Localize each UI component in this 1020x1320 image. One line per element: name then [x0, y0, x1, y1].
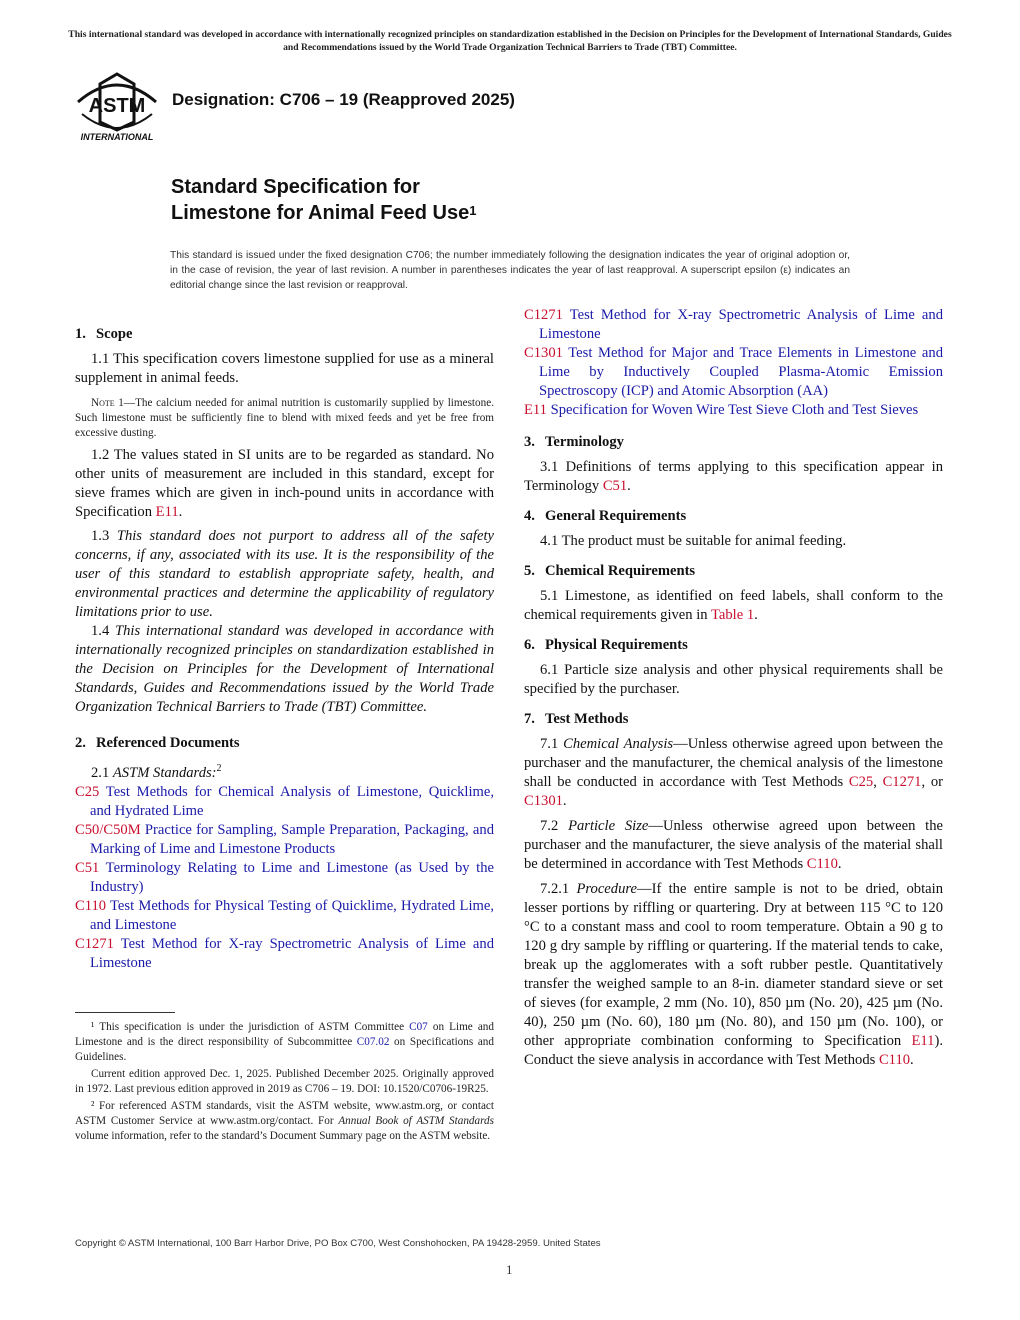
link-c110-procedure[interactable]: C110 — [878, 1052, 911, 1068]
section-heading-terminology: 3. Terminology — [524, 434, 624, 450]
paragraph-7-2-1: 7.2.1 Procedure—If the entire sample is not to be dried, obtain lesser portions by riffling or quartering. Dry at between 115 °C to 120 °C to a constant mass and cool to room temperature. Obtain a 90 g to 120 g dry sample by riffling or quartering. If the material tends to cake, break up the agglomerates with a soft rubber pestle. Quantitatively transfer the weighed sample to an 8-in. diameter standard sieve or set of sieves (for example, 2 mm (No. 10), 850 µm (No. 20), 425 µm (No. 40), 250 µm (No. 60), 180 µm (No. 80), and 150 µm (No. 100), or other appropriate combination conforming to Specification E11). Conduct the sieve analysis in accordance with Test Methods C110. — [524, 881, 943, 1068]
reference-c1271-continued: C1271 Test Method for X-ray Spectrometric Analysis of Lime and Limestone — [524, 307, 943, 342]
reference-c50: C50/C50M Practice for Sampling, Sample Preparation, Packaging, and Marking of Lime and Limestone Products — [75, 821, 494, 857]
paragraph-1-4: 1.4 This international standard was developed in accordance with internationally recognized principles on standardization established in the Decision on Principles for the Development of International Standards, Guides and Recommendations issued by the World Trade Organization Technical Barriers to Trade (TBT) Committee. — [75, 623, 495, 715]
page-number: 1 — [506, 1262, 513, 1277]
astm-logo — [72, 72, 162, 144]
paragraph-1-2: 1.2 The values stated in SI units are to be regarded as standard. No other units of measurement are included in this standard, except for sieve frames which are given in inch-pound units in accordance with Specification E11. — [75, 447, 494, 520]
svg-text:ASTM: ASTM — [88, 95, 146, 117]
title-footnote-marker: 1 — [469, 203, 477, 218]
paragraph-7-2: 7.2 Particle Size—Unless otherwise agreed upon between the purchaser and the manufacturer, the sieve analysis of the material shall be determined in accordance with Test Methods C110. — [524, 818, 944, 872]
document-title — [171, 174, 476, 226]
reference-c25: C25 Test Methods for Chemical Analysis of Limestone, Quicklime, and Hydrated Lime — [75, 783, 494, 819]
copyright-line: Copyright © ASTM International, 100 Barr Harbor Drive, PO Box C700, West Conshohocken, PA 19428-2959. United States — [75, 1238, 601, 1249]
section-heading-general-requirements: 4. General Requirements — [524, 508, 687, 524]
paragraph-7-1: 7.1 Chemical Analysis—Unless otherwise agreed upon between the purchaser and the manufacturer, the chemical analysis of the limestone shall be conducted in accordance with Test Methods C25, C1271, or C1301. — [524, 736, 944, 809]
svg-text:INTERNATIONAL: INTERNATIONAL — [80, 132, 154, 142]
link-c1271[interactable]: C1271 — [75, 935, 114, 952]
international-standard-notice: This international standard was developed in accordance with internationally recognized principles on standardization established in the Decision on Principles for the Development of International Standards, Guides and Recommendations issued by the World Trade Organization Technical Barriers to Trade (TBT) Committee. — [68, 29, 952, 53]
section-heading-referenced-documents: 2. Referenced Documents — [75, 735, 240, 751]
footnote-divider — [75, 1012, 175, 1013]
footnotes — [75, 1020, 494, 1146]
link-subcommittee-c07-02[interactable]: C07.02 — [356, 1036, 390, 1048]
link-c50[interactable]: C50/C50M — [75, 821, 141, 838]
reference-c51: C51 Terminology Relating to Lime and Limestone (as Used by the Industry) — [75, 859, 494, 895]
link-c110[interactable]: C110 — [75, 897, 107, 914]
paragraph-2-1: 2.1 ASTM Standards:$^2$ — [91, 763, 222, 781]
link-c51-terminology[interactable]: C51 — [602, 478, 628, 494]
paragraph-3-1: 3.1 Definitions of terms applying to this specification appear in Terminology C51. — [524, 459, 943, 494]
right-column — [524, 307, 944, 1070]
footnote-edition: Current edition approved Dec. 1, 2025. Published December 2025. Originally approved in 1972. Last previous edition approved in 2019 as C706 – 19. DOI: 10.1520/C0706-19R25. — [75, 1068, 494, 1095]
link-e11[interactable]: E11 — [155, 504, 179, 520]
link-committee-c07[interactable]: C07 — [409, 1021, 428, 1033]
paragraph-6-1: 6.1 Particle size analysis and other physical requirements shall be specified by the purchaser. — [524, 662, 943, 697]
reference-c1271: C1271 Test Method for X-ray Spectrometric Analysis of Lime and Limestone — [75, 935, 494, 971]
title-line-2: Limestone for Animal Feed Use — [171, 202, 470, 224]
link-c1271-method[interactable]: C1271 — [882, 774, 922, 790]
paragraph-5-1: 5.1 Limestone, as identified on feed labels, shall conform to the chemical requirements given in Table 1. — [524, 588, 943, 623]
reference-e11: E11 Specification for Woven Wire Test Sieve Cloth and Test Sieves — [524, 402, 919, 418]
link-c110-method[interactable]: C110 — [806, 856, 838, 872]
reference-c110: C110 Test Methods for Physical Testing of Quicklime, Hydrated Lime, and Limestone — [75, 897, 494, 933]
link-c1301[interactable]: C1301 — [524, 345, 563, 361]
link-table-1[interactable]: Table 1 — [710, 607, 755, 623]
footnote-1: ¹ This specification is under the jurisdiction of ASTM Committee C07 on Lime and Limestone and is the direct responsibility of Subcommittee C07.02 on Specifications and Guidelines. — [75, 1021, 494, 1063]
link-c25-method[interactable]: C25 — [848, 774, 874, 790]
footnote-2: ² For referenced ASTM standards, visit the ASTM website, www.astm.org, or contact ASTM Customer Service at www.astm.org/contact. For Annual Book of ASTM Standards volume information, refer to the standard’s Document Summary page on the ASTM website. — [75, 1100, 494, 1142]
link-c51[interactable]: C51 — [75, 859, 100, 876]
section-heading-physical-requirements: 6. Physical Requirements — [524, 637, 688, 653]
reference-c1301: C1301 Test Method for Major and Trace Elements in Limestone and Lime by Inductively Coupled Plasma-Atomic Emission Spectroscopy (ICP) and Atomic Absorption (AA) — [524, 345, 943, 399]
section-heading-scope: 1. Scope — [75, 326, 133, 342]
paragraph-4-1: 4.1 The product must be suitable for animal feeding. — [540, 533, 847, 549]
section-heading-test-methods: 7. Test Methods — [524, 711, 629, 727]
section-heading-chemical-requirements: 5. Chemical Requirements — [524, 563, 696, 579]
link-e11-procedure[interactable]: E11 — [911, 1033, 935, 1049]
link-c25[interactable]: C25 — [75, 783, 100, 800]
preface-note: This standard is issued under the fixed designation C706; the number immediately following the designation indicates the year of original adoption or, in the case of revision, the year of last revision. A number in parentheses indicates the year of last reapproval. A superscript epsilon (ε) indicates an editorial change since the last revision or reapproval. — [170, 250, 850, 291]
paragraph-1-3: 1.3 This standard does not purport to address all of the safety concerns, if any, associated with its use. It is the responsibility of the user of this standard to establish appropriate safety, health, and environmental practices and determine the applicability of regulatory limitations prior to use. — [75, 528, 494, 620]
link-c1301-method[interactable]: C1301 — [524, 793, 563, 809]
paragraph-1-1: 1.1 This specification covers limestone supplied for use as a mineral supplement in animal feeds. — [75, 351, 494, 386]
designation: Designation: C706 – 19 (Reapproved 2025) — [172, 90, 515, 109]
title-line-1: Standard Specification for — [171, 176, 420, 198]
left-column — [75, 325, 495, 971]
note-1: Note 1—The calcium needed for animal nutrition is customarily supplied by limestone. Such limestone must be sufficiently fine to blend with mixed feeds and yet be free from excessive dusting. — [75, 397, 494, 439]
link-e11-ref[interactable]: E11 — [524, 402, 547, 418]
